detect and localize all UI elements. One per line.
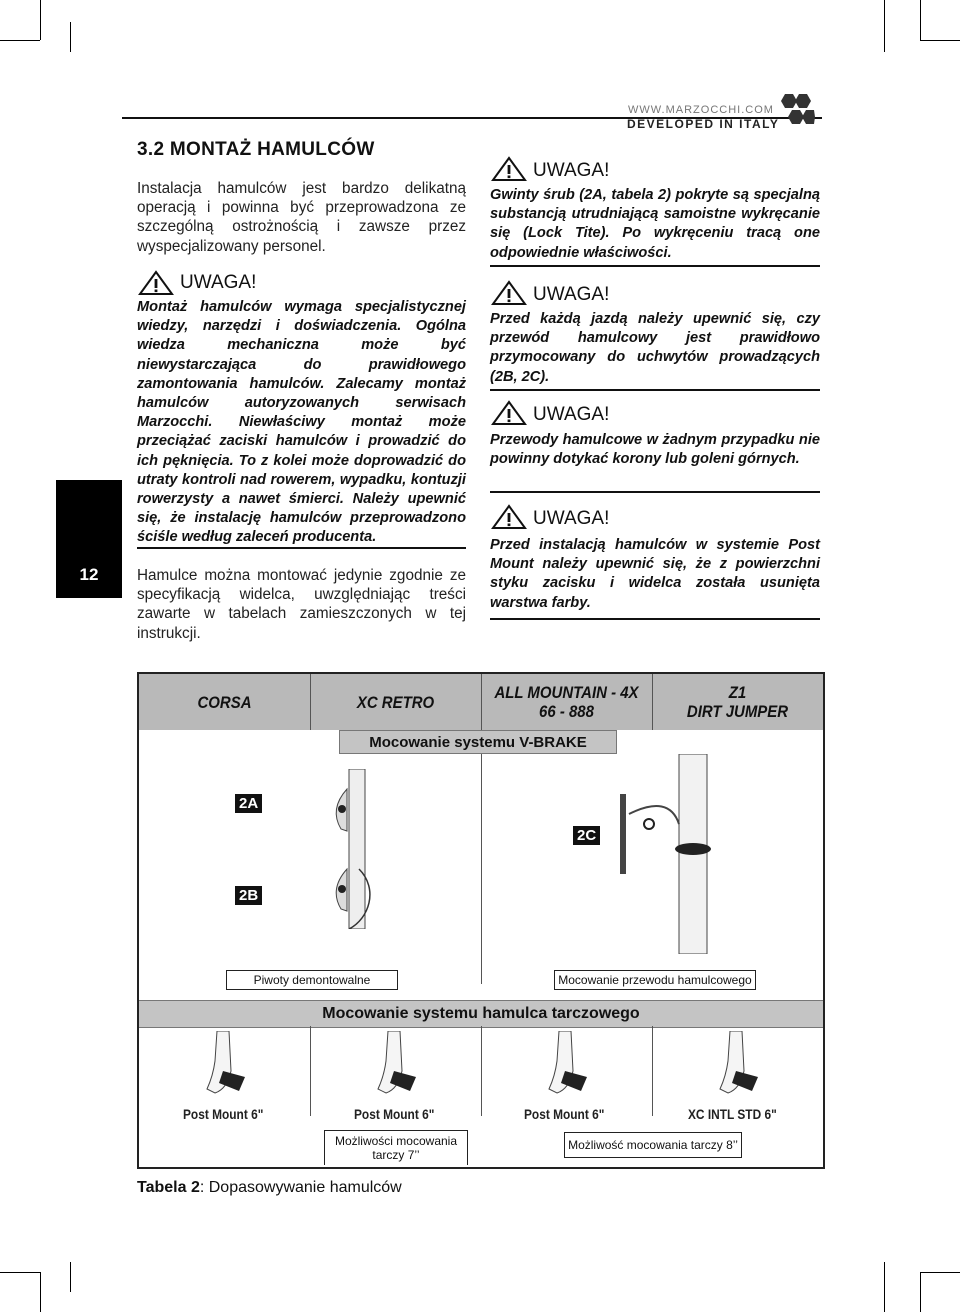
warning-title: UWAGA! xyxy=(533,508,610,529)
tag-2c: 2C xyxy=(573,826,600,845)
fork-vbrake-illustration xyxy=(229,769,389,929)
disc-caption-left: Możliwości mocowania tarczy 7’’ xyxy=(324,1130,468,1165)
table-caption xyxy=(137,1179,402,1197)
crop-mark xyxy=(70,1262,71,1292)
disc-title: Mocowanie systemu hamulca tarczowego xyxy=(139,1000,823,1028)
tag-2b: 2B xyxy=(235,886,262,905)
page-number: 12 xyxy=(79,565,99,584)
table-caption-label: Tabela 2 xyxy=(137,1179,200,1196)
warning-title: UWAGA! xyxy=(533,284,610,305)
caption-left: Piwoty demontowalne xyxy=(226,970,398,990)
mount-label: XC INTL STD 6" xyxy=(688,1106,777,1122)
divider xyxy=(490,265,820,267)
warning-icon xyxy=(490,504,528,530)
divider xyxy=(490,618,820,620)
mount-label: Post Mount 6" xyxy=(354,1106,435,1122)
divider xyxy=(490,389,820,391)
crop-mark xyxy=(0,40,40,41)
warning-icon xyxy=(490,400,528,426)
warning-text: Przewody hamulcowe w żadnym przypadku nie powinny dotykać korony lub goleni górnych. xyxy=(490,432,820,468)
brand-url: WWW.MARZOCCHI.COM xyxy=(628,104,774,116)
compatibility-table xyxy=(137,672,825,1169)
warning-block xyxy=(137,270,467,550)
warning-text: Montaż hamulców wymaga specjalistycznej wiedzy, narzędzi i doświadczenia. Ogólna wiedza mechaniczna może być niewystarczająca do prawidłowego zamontowania hamulców. Zalecamy montaż hamulców autoryzowanych serwisach Marzocchi. Niewłaściwy montaż może przeciążać zaciski hamulców i prowadzić do ich pęknięcia. To z kolei może doprowadzić do utraty kontroli nad rowerem, wypadku, kontuzji rowerzysty a nawet śmierci. Należy upewnić się, że instalację hamulców przeprowadzono ściśle według zaleceń producenta. xyxy=(137,299,466,546)
column-divider xyxy=(652,1026,653,1116)
divider xyxy=(137,547,466,549)
crop-mark xyxy=(884,1262,885,1312)
dropout-illustration xyxy=(199,1031,249,1101)
section-title: 3.2 MONTAŻ HAMULCÓW xyxy=(137,139,375,160)
warning-text: Gwinty śrub (2A, tabela 2) pokryte są specjalną substancją utrudniającą samoistne wykręcanie się (Lock Tite). Po wykręceniu tracą one odpowiednie właściwości. xyxy=(490,187,820,261)
column-divider xyxy=(652,674,653,730)
warning-title: UWAGA! xyxy=(180,272,257,293)
column-divider xyxy=(310,674,311,730)
column-divider xyxy=(310,1026,311,1116)
crop-mark xyxy=(40,1272,41,1312)
header-corsa: CORSA xyxy=(197,692,252,712)
caption-right: Mocowanie przewodu hamulcowego xyxy=(554,970,756,990)
brand-logo-icon xyxy=(775,92,815,128)
dropout-illustration xyxy=(712,1031,762,1101)
header-z1: Z1 DIRT JUMPER xyxy=(686,683,789,721)
column-divider xyxy=(481,1026,482,1116)
column-divider xyxy=(481,674,482,984)
crop-mark xyxy=(70,22,71,52)
header-all-mountain: ALL MOUNTAIN - 4X 66 - 888 xyxy=(494,683,639,721)
table-caption-text: : Dopasowywanie hamulców xyxy=(199,1179,402,1196)
vbrake-title: Mocowanie systemu V-BRAKE xyxy=(339,730,617,754)
crop-mark xyxy=(920,1272,960,1273)
divider xyxy=(490,491,820,493)
warning-block xyxy=(490,504,820,614)
mount-label: Post Mount 6" xyxy=(524,1106,605,1122)
disc-caption-right: Możliwość mocowania tarczy 8’’ xyxy=(564,1132,742,1158)
warning-text: Przed każdą jazdą należy upewnić się, czy przewód hamulcowy jest prawidłowo przymocowany do uchwytów prowadzących (2B, 2C). xyxy=(490,311,820,385)
crop-mark xyxy=(920,40,960,41)
warning-block xyxy=(490,280,820,390)
dropout-illustration xyxy=(541,1031,591,1101)
warning-block xyxy=(490,156,820,266)
warning-icon xyxy=(137,270,175,296)
brand-tagline: DEVELOPED IN ITALY xyxy=(627,117,780,131)
crop-mark xyxy=(884,0,885,52)
dropout-illustration xyxy=(370,1031,420,1101)
warning-icon xyxy=(490,156,528,182)
intro-paragraph: Instalacja hamulców jest bardzo delikatną operacją i powinna być przeprowadzona ze szczególną ostrożnością i zawsze przez wyspecjalizowany personel. xyxy=(137,180,466,255)
crop-mark xyxy=(920,1272,921,1312)
mount-label: Post Mount 6" xyxy=(183,1106,264,1122)
warning-block xyxy=(490,400,820,490)
warning-icon xyxy=(490,280,528,306)
tag-2a: 2A xyxy=(235,794,262,813)
crop-mark xyxy=(40,0,41,40)
crop-mark xyxy=(0,1272,40,1273)
warning-title: UWAGA! xyxy=(533,404,610,425)
warning-text: Przed instalacją hamulców w systemie Post Mount należy upewnić się, że z powierzchni styku zacisku i widelca została usunięta warstwa farby. xyxy=(490,537,820,611)
fork-hose-guide-illustration xyxy=(609,754,749,954)
warning-title: UWAGA! xyxy=(533,160,610,181)
header-xc-retro: XC RETRO xyxy=(356,692,435,712)
crop-mark xyxy=(920,0,921,40)
closing-paragraph: Hamulce można montować jedynie zgodnie ze specyfikacją widelca, uwzględniając treści zawarte w tabelach zamieszczonych w tej instrukcji. xyxy=(137,567,466,642)
